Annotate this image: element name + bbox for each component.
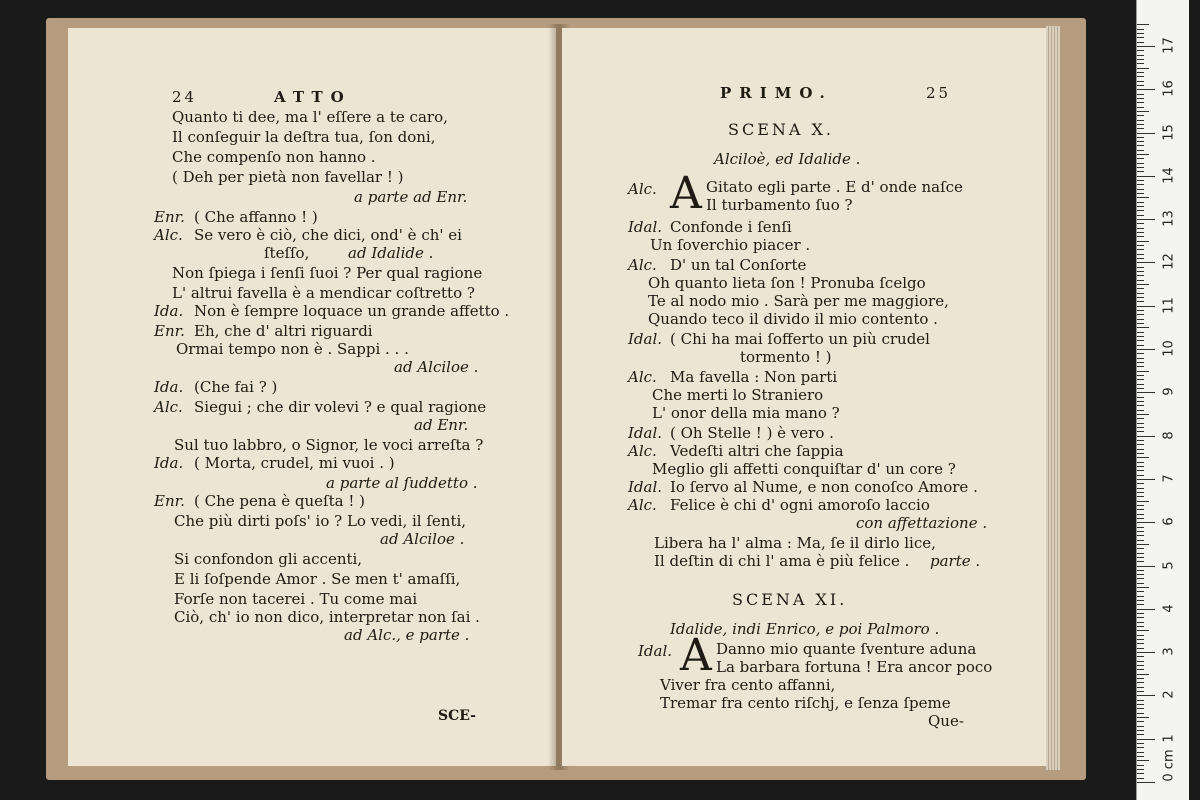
- text-line: ( Chi ha mai ſofferto un più crudel: [670, 330, 930, 348]
- ruler-tick: [1137, 358, 1144, 359]
- scene-title: SCENA X.: [728, 120, 834, 139]
- speaker: Idal.: [628, 424, 663, 442]
- ruler-tick: [1137, 310, 1144, 311]
- ruler-tick: [1137, 674, 1149, 675]
- ruler-tick: [1137, 284, 1149, 285]
- text-line: Ma favella : Non parti: [670, 368, 838, 386]
- ruler-tick: [1137, 176, 1155, 177]
- text-line: Il conſeguir la deſtra tua, ſon doni,: [172, 128, 436, 146]
- ruler-tick: [1137, 622, 1144, 623]
- ruler-tick: [1137, 527, 1144, 528]
- ruler-tick: [1137, 418, 1144, 419]
- ruler-tick: [1137, 626, 1144, 627]
- ruler-tick: [1137, 760, 1149, 761]
- ruler-tick: [1137, 111, 1149, 112]
- ruler-tick: [1137, 721, 1144, 722]
- text-line: Se vero è ciò, che dici, ond' è ch' ei: [194, 226, 462, 244]
- ruler-number: 6: [1161, 517, 1177, 526]
- ruler-tick: [1137, 327, 1149, 328]
- ruler-tick: [1137, 124, 1144, 125]
- ruler-tick: [1137, 115, 1144, 116]
- ruler-tick: [1137, 453, 1144, 454]
- ruler-tick: [1137, 475, 1144, 476]
- ruler-tick: [1137, 423, 1144, 424]
- right-page: [562, 28, 1048, 766]
- ruler-tick: [1137, 405, 1144, 406]
- ruler-tick: [1137, 85, 1144, 86]
- ruler-tick: [1137, 232, 1144, 233]
- text-line: Siegui ; che dir volevi ? e qual ragione: [194, 398, 487, 416]
- catchword: Que-: [928, 712, 964, 730]
- ruler-tick: [1137, 297, 1144, 298]
- ruler-tick: [1137, 444, 1144, 445]
- text-line: Quando teco il divido il mio contento .: [648, 310, 938, 328]
- speaker: Idal.: [628, 330, 663, 348]
- stage-direction: con affettazione .: [856, 514, 988, 532]
- text-line: Te al nodo mio . Sarà per me maggiore,: [648, 292, 949, 310]
- text-line: Che merti lo Straniero: [652, 386, 824, 404]
- ruler-tick: [1137, 50, 1144, 51]
- speaker: Enr.: [154, 492, 185, 510]
- ruler-tick: [1137, 665, 1144, 666]
- text-line: ſteſſo,: [264, 244, 310, 262]
- ruler-tick: [1137, 734, 1144, 735]
- ruler-tick: [1137, 557, 1144, 558]
- ruler-tick: [1137, 258, 1144, 259]
- ruler-tick: [1137, 275, 1144, 276]
- ruler-tick: [1137, 189, 1144, 190]
- ruler-tick: [1137, 133, 1155, 134]
- ruler-tick: [1137, 427, 1144, 428]
- text-line: La barbara fortuna ! Era ancor poco: [716, 658, 993, 676]
- ruler-tick: [1137, 522, 1155, 523]
- text-line: Gitato egli parte . E d' onde naſce: [706, 178, 963, 196]
- speaker: Alc.: [154, 226, 183, 244]
- ruler-tick: [1137, 470, 1144, 471]
- ruler-tick: [1137, 345, 1144, 346]
- speaker: Alc.: [628, 368, 657, 386]
- ruler-tick: [1137, 210, 1144, 211]
- ruler-tick: [1137, 319, 1144, 320]
- ruler-tick: [1137, 756, 1144, 757]
- ruler-tick: [1137, 137, 1144, 138]
- ruler-tick: [1137, 29, 1144, 30]
- ruler-tick: [1137, 570, 1144, 571]
- ruler-tick: [1137, 600, 1144, 601]
- stage-direction: ad Enr.: [414, 416, 469, 434]
- ruler-tick: [1137, 566, 1155, 567]
- ruler-tick: [1137, 578, 1144, 579]
- page-edges: [1046, 26, 1060, 770]
- ruler-tick: [1137, 583, 1144, 584]
- stage-direction: a parte al ſuddetto .: [326, 474, 478, 492]
- ruler-tick: [1137, 301, 1144, 302]
- ruler-unit-label: 0 cm: [1161, 749, 1177, 782]
- text-line: ( Oh Stelle ! ) è vero .: [670, 424, 834, 442]
- speaker: Alc.: [628, 180, 657, 198]
- ruler-tick: [1137, 669, 1144, 670]
- ruler-number: 13: [1161, 210, 1177, 227]
- text-line: Danno mio quante ſventure aduna: [716, 640, 977, 658]
- ruler-tick: [1137, 107, 1144, 108]
- ruler-tick: [1137, 215, 1144, 216]
- text-line: Confonde i ſenſi: [670, 218, 792, 236]
- text-line: Che più dirti poſs' io ? Lo vedi, il ſenti,: [174, 512, 467, 530]
- ruler-tick: [1137, 401, 1144, 402]
- ruler-tick: [1137, 682, 1144, 683]
- ruler-number: 7: [1161, 474, 1177, 483]
- ruler-tick: [1137, 704, 1144, 705]
- text-line: Vedeſti altri che ſappia: [670, 442, 844, 460]
- ruler-tick: [1137, 154, 1149, 155]
- ruler-tick: [1137, 479, 1155, 480]
- ruler-tick: [1137, 540, 1144, 541]
- ruler-tick: [1137, 496, 1144, 497]
- text-line: Io ſervo al Nume, e non conoſco Amore .: [670, 478, 978, 496]
- speaker: Alc.: [154, 398, 183, 416]
- measuring-ruler: [1136, 0, 1189, 800]
- ruler-tick: [1137, 94, 1144, 95]
- text-line: Il turbamento ſuo ?: [706, 196, 853, 214]
- ruler-number: 8: [1161, 430, 1177, 440]
- text-line: Che compenſo non hanno .: [172, 148, 376, 166]
- text-line: Libera ha l' alma : Ma, ſe il dirlo lice,: [654, 534, 936, 552]
- ruler-tick: [1137, 206, 1144, 207]
- ruler-tick: [1137, 145, 1144, 146]
- text-line: tormento ! ): [740, 348, 832, 366]
- ruler-tick: [1137, 42, 1144, 43]
- ruler-tick: [1137, 548, 1144, 549]
- ruler-tick: [1137, 98, 1144, 99]
- stage-direction: parte .: [930, 552, 981, 570]
- speaker: Alc.: [628, 442, 657, 460]
- ruler-number: 1: [1161, 734, 1177, 743]
- ruler-tick: [1137, 167, 1144, 168]
- text-line: Tremar fra cento riſchj, e ſenza ſpeme: [660, 694, 951, 712]
- ruler-tick: [1137, 773, 1144, 774]
- speaker: Idal.: [628, 478, 663, 496]
- stage-direction: ad Idalide .: [348, 244, 434, 262]
- ruler-tick: [1137, 596, 1144, 597]
- speaker: Enr.: [154, 322, 185, 340]
- ruler-tick: [1137, 509, 1144, 510]
- text-line: Il deſtin di chi l' ama è più felice .: [654, 552, 910, 570]
- ruler-tick: [1137, 514, 1144, 515]
- ruler-tick: [1137, 436, 1155, 437]
- ruler-tick: [1137, 37, 1144, 38]
- text-line: Si confondon gli accenti,: [174, 550, 363, 568]
- ruler-tick: [1137, 81, 1144, 82]
- ruler-tick: [1137, 323, 1144, 324]
- ruler-tick: [1137, 743, 1144, 744]
- text-line: ( Deh per pietà non favellar ! ): [172, 168, 404, 186]
- ruler-tick: [1137, 141, 1144, 142]
- ruler-tick: [1137, 544, 1149, 545]
- ruler-tick: [1137, 72, 1144, 73]
- ruler-tick: [1137, 630, 1149, 631]
- ruler-tick: [1137, 46, 1155, 47]
- text-line: (Che fai ? ): [194, 378, 278, 396]
- ruler-tick: [1137, 219, 1155, 220]
- ruler-tick: [1137, 267, 1144, 268]
- ruler-tick: [1137, 414, 1149, 415]
- ruler-tick: [1137, 24, 1149, 25]
- ruler-tick: [1137, 752, 1144, 753]
- speaker: Alc.: [628, 256, 657, 274]
- text-line: Ciò, ch' io non dico, interpretar non ſai .: [174, 608, 480, 626]
- ruler-tick: [1137, 678, 1144, 679]
- ruler-tick: [1137, 462, 1144, 463]
- ruler-tick: [1137, 33, 1144, 34]
- ruler-tick: [1137, 336, 1144, 337]
- ruler-tick: [1137, 306, 1155, 307]
- ruler-tick: [1137, 483, 1144, 484]
- ruler-tick: [1137, 635, 1144, 636]
- text-line: Forſe non tacerei . Tu come mai: [174, 590, 418, 608]
- ruler-tick: [1137, 656, 1144, 657]
- ruler-number: 3: [1161, 647, 1177, 656]
- stage-direction: ad Alc., e parte .: [344, 626, 470, 644]
- text-line: Ormai tempo non è . Sappi . . .: [176, 340, 409, 358]
- ruler-tick: [1137, 505, 1144, 506]
- text-line: Viver fra cento affanni,: [660, 676, 836, 694]
- ruler-tick: [1137, 609, 1155, 610]
- ruler-tick: [1137, 102, 1144, 103]
- ruler-tick: [1137, 271, 1144, 272]
- scene-characters: Idalide, indi Enrico, e poi Palmoro .: [670, 620, 940, 638]
- ruler-tick: [1137, 120, 1144, 121]
- text-line: Meglio gli affetti conquiſtar d' un core ?: [652, 460, 956, 478]
- ruler-number: 14: [1161, 167, 1177, 184]
- scene-characters: Alciloè, ed Idalide .: [714, 150, 861, 168]
- ruler-tick: [1137, 561, 1144, 562]
- speaker: Idal.: [638, 642, 673, 660]
- ruler-tick: [1137, 466, 1144, 467]
- text-line: E li ſoſpende Amor . Se men t' amaſſi,: [174, 570, 461, 588]
- ruler-tick: [1137, 747, 1144, 748]
- ruler-tick: [1137, 392, 1155, 393]
- ruler-tick: [1137, 769, 1144, 770]
- ruler-number: 9: [1161, 387, 1177, 396]
- text-line: ( Morta, crudel, mi vuoi . ): [194, 454, 395, 472]
- ruler-tick: [1137, 340, 1144, 341]
- ruler-tick: [1137, 353, 1144, 354]
- ruler-tick: [1137, 708, 1144, 709]
- ruler-tick: [1137, 518, 1144, 519]
- ruler-tick: [1137, 332, 1144, 333]
- text-line: ( Che pena è queſta ! ): [194, 492, 365, 510]
- page-header: PRIMO.: [720, 84, 833, 102]
- ruler-tick: [1137, 55, 1144, 56]
- text-line: Oh quanto lieta ſon ! Pronuba ſcelgo: [648, 274, 926, 292]
- ruler-tick: [1137, 440, 1144, 441]
- ruler-tick: [1137, 587, 1149, 588]
- ruler-tick: [1137, 726, 1144, 727]
- ruler-tick: [1137, 695, 1155, 696]
- ruler-tick: [1137, 180, 1144, 181]
- ruler-tick: [1137, 410, 1144, 411]
- ruler-tick: [1137, 314, 1144, 315]
- ruler-number: 2: [1161, 690, 1177, 700]
- page-number: 24: [172, 88, 198, 106]
- ruler-number: 11: [1161, 296, 1177, 314]
- ruler-tick: [1137, 643, 1144, 644]
- ruler-number: 15: [1161, 123, 1177, 141]
- ruler-tick: [1137, 171, 1144, 172]
- ruler-tick: [1137, 604, 1144, 605]
- ruler-number: 5: [1161, 560, 1177, 570]
- ruler-tick: [1137, 384, 1144, 385]
- ruler-tick: [1137, 488, 1144, 489]
- ruler-number: 10: [1161, 340, 1177, 357]
- ruler-tick: [1137, 531, 1144, 532]
- ruler-tick: [1137, 574, 1144, 575]
- text-line: Non ſpiega i ſenſi ſuoi ? Per qual ragione: [172, 264, 483, 282]
- ruler-tick: [1137, 388, 1144, 389]
- stage-direction: ad Alciloe .: [380, 530, 465, 548]
- ruler-tick: [1137, 648, 1144, 649]
- drop-cap: A: [670, 168, 702, 219]
- ruler-tick: [1137, 639, 1144, 640]
- text-line: L' onor della mia mano ?: [652, 404, 840, 422]
- stage-direction: a parte ad Enr.: [354, 188, 468, 206]
- ruler-tick: [1137, 449, 1144, 450]
- ruler-tick: [1137, 717, 1149, 718]
- text-line: Eh, che d' altri riguardi: [194, 322, 373, 340]
- ruler-tick: [1137, 262, 1155, 263]
- speaker: Ida.: [154, 378, 184, 396]
- ruler-tick: [1137, 150, 1144, 151]
- text-line: Sul tuo labbro, o Signor, le voci arreſta ?: [174, 436, 484, 454]
- ruler-tick: [1137, 68, 1149, 69]
- ruler-tick: [1137, 687, 1144, 688]
- ruler-tick: [1137, 249, 1144, 250]
- text-line: ( Che affanno ! ): [194, 208, 318, 226]
- ruler-tick: [1137, 197, 1149, 198]
- ruler-tick: [1137, 713, 1144, 714]
- ruler-tick: [1137, 293, 1144, 294]
- ruler-tick: [1137, 397, 1144, 398]
- ruler-tick: [1137, 163, 1144, 164]
- ruler-tick: [1137, 739, 1155, 740]
- ruler-tick: [1137, 501, 1149, 502]
- ruler-tick: [1137, 553, 1144, 554]
- ruler-tick: [1137, 700, 1144, 701]
- drop-cap: A: [680, 630, 712, 681]
- ruler-tick: [1137, 765, 1144, 766]
- speaker: Idal.: [628, 218, 663, 236]
- page-header: ATTO: [274, 88, 352, 106]
- ruler-tick: [1137, 288, 1144, 289]
- speaker: Ida.: [154, 454, 184, 472]
- ruler-number: 16: [1161, 80, 1177, 97]
- ruler-tick: [1137, 223, 1144, 224]
- ruler-tick: [1137, 730, 1144, 731]
- ruler-tick: [1137, 254, 1144, 255]
- ruler-tick: [1137, 492, 1144, 493]
- ruler-tick: [1137, 128, 1144, 129]
- ruler-tick: [1137, 782, 1155, 783]
- ruler-tick: [1137, 691, 1144, 692]
- ruler-tick: [1137, 379, 1144, 380]
- ruler-tick: [1137, 184, 1144, 185]
- ruler-tick: [1137, 202, 1144, 203]
- scene-title: SCENA XI.: [732, 590, 848, 609]
- speaker: Enr.: [154, 208, 185, 226]
- stage-direction: ad Alciloe .: [394, 358, 479, 376]
- ruler-tick: [1137, 63, 1144, 64]
- text-line: Non è ſempre loquace un grande affetto .: [194, 302, 510, 320]
- text-line: Quanto ti dee, ma l' eſſere a te caro,: [172, 108, 448, 126]
- speaker: Alc.: [628, 496, 657, 514]
- left-page: [68, 28, 556, 766]
- ruler-tick: [1137, 236, 1144, 237]
- ruler-tick: [1137, 280, 1144, 281]
- ruler-tick: [1137, 591, 1144, 592]
- ruler-tick: [1137, 371, 1149, 372]
- ruler-tick: [1137, 193, 1144, 194]
- ruler-tick: [1137, 349, 1155, 350]
- ruler-tick: [1137, 245, 1144, 246]
- text-line: Felice è chi d' ogni amoroſo laccio: [670, 496, 930, 514]
- ruler-tick: [1137, 362, 1144, 363]
- ruler-number: 4: [1161, 604, 1177, 613]
- ruler-number: 17: [1161, 37, 1177, 54]
- text-line: Un ſoverchio piacer .: [650, 236, 811, 254]
- catchword: SCE-: [438, 708, 476, 724]
- page-number: 25: [926, 84, 952, 102]
- ruler-tick: [1137, 158, 1144, 159]
- ruler-tick: [1137, 535, 1144, 536]
- ruler-tick: [1137, 76, 1144, 77]
- ruler-tick: [1137, 457, 1149, 458]
- ruler-tick: [1137, 89, 1155, 90]
- ruler-tick: [1137, 366, 1144, 367]
- text-line: L' altrui favella è a mendicar coſtretto ?: [172, 284, 475, 302]
- ruler-tick: [1137, 228, 1144, 229]
- ruler-tick: [1137, 431, 1144, 432]
- text-line: D' un tal Conſorte: [670, 256, 807, 274]
- ruler-tick: [1137, 652, 1155, 653]
- ruler-tick: [1137, 375, 1144, 376]
- ruler-number: 12: [1161, 253, 1177, 271]
- ruler-tick: [1137, 617, 1144, 618]
- ruler-tick: [1137, 661, 1144, 662]
- ruler-tick: [1137, 59, 1144, 60]
- speaker: Ida.: [154, 302, 184, 320]
- ruler-tick: [1137, 613, 1144, 614]
- ruler-tick: [1137, 241, 1149, 242]
- ruler-tick: [1137, 778, 1144, 779]
